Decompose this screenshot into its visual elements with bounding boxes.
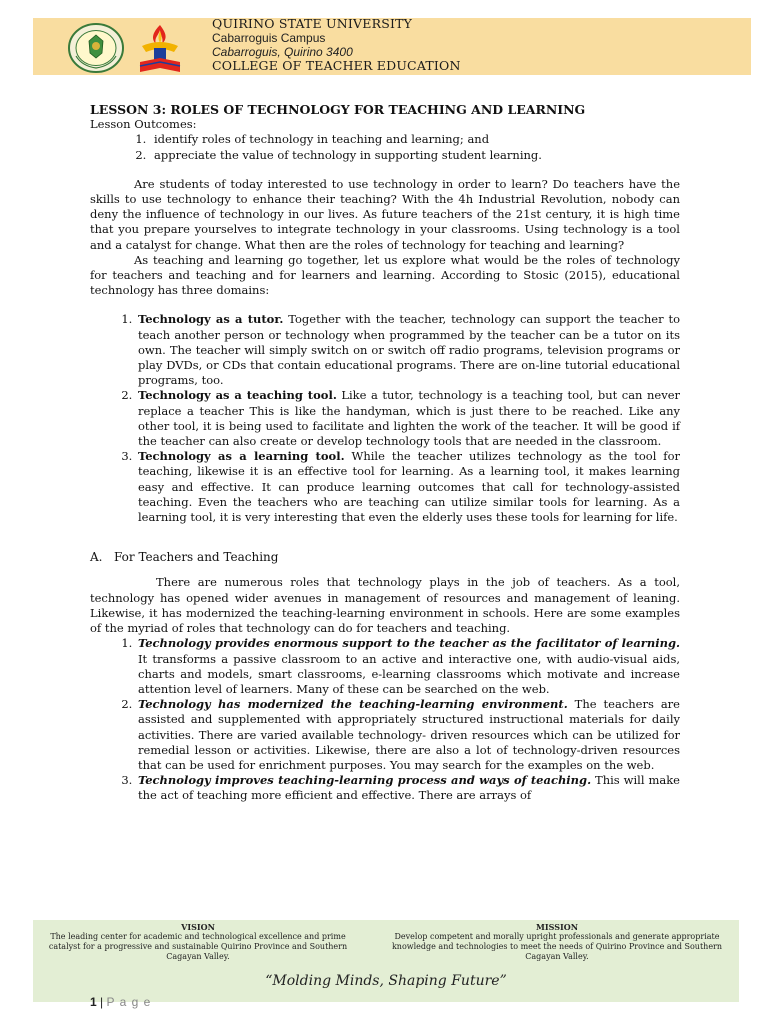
university-seal-logo xyxy=(62,22,130,74)
mission-text: Develop competent and morally upright professionals and generate appropriate knowledge and technologies to meet the needs of Quirino Province and Southern Cagayan Valley. xyxy=(391,932,723,961)
list-item xyxy=(136,697,680,773)
vision-text: The leading center for academic and technological excellence and prime catalyst for a progressive and sustainable Quirino Province and Southern Cagayan Valley. xyxy=(48,932,348,961)
technology-roles-list xyxy=(90,312,680,525)
page-number xyxy=(90,995,151,1009)
outcome-item: 2. appreciate the value of technology in supporting student learning. xyxy=(150,148,680,163)
role-label: Technology as a tutor. xyxy=(138,312,284,327)
role-label: Technology as a teaching tool. xyxy=(138,388,337,403)
lesson-title: LESSON 3: ROLES OF TECHNOLOGY FOR TEACHING AND LEARNING xyxy=(90,102,586,117)
mission-block xyxy=(379,922,735,962)
list-item xyxy=(136,312,680,388)
footer-banner xyxy=(33,920,739,1002)
role-label: Technology has modernized the teaching-learning environment. xyxy=(138,697,568,712)
vision-block xyxy=(39,922,357,962)
page-label: P a g e xyxy=(106,995,152,1009)
role-text: This will make the act of teaching more efficient and effective. There are arrays of xyxy=(138,773,680,803)
list-item xyxy=(136,388,680,449)
section-title: For Teachers and Teaching xyxy=(114,550,279,565)
role-text: While the teacher utilizes technology as the tool for teaching, likewise it is an effective tool for learning. As a learning tool, it makes learning easy and effective. It can produce learning outcomes that call for technology-assisted teaching. Even the teachers who are teaching can utilize similar tools for learning. As a learning tool, it is very interesting that even the elderly uses these tools for learning for life. xyxy=(138,449,680,525)
section-a-heading xyxy=(90,550,680,565)
college-name: COLLEGE OF TEACHER EDUCATION xyxy=(212,58,461,73)
outcome-item: 1. identify roles of technology in teaching and learning; and xyxy=(150,132,680,147)
role-text: Like a tutor, technology is a teaching tool, but can never replace a teacher This is like the handyman, which is just there to be reached. Like any other tool, it is being used to facilitate and lighten the work of the teacher. It will be good if the teacher can also create or develop technology tools that are needed in the classroom. xyxy=(138,388,680,449)
page-separator: | xyxy=(100,995,104,1009)
university-name: QUIRINO STATE UNIVERSITY xyxy=(212,16,413,31)
list-item xyxy=(136,636,680,697)
page-number-value: 1 xyxy=(90,995,97,1009)
outcomes-list xyxy=(90,132,680,162)
list-item xyxy=(136,773,680,803)
role-label: Technology as a learning tool. xyxy=(138,449,345,464)
campus-address: Cabarroguis, Quirino 3400 xyxy=(212,45,353,59)
intro-paragraph-2: As teaching and learning go together, let us explore what would be the roles of technology for teachers and teaching and for learners and learning. According to Stosic (2015), educational technology has three domains: xyxy=(90,252,680,298)
teaching-roles-list xyxy=(90,636,680,803)
campus-name: Cabarroguis Campus xyxy=(212,31,326,45)
section-a-intro: There are numerous roles that technology plays in the job of teachers. As a tool, technology has opened wider avenues in management of resources and management of leaning. Likewise, it has modernized the teaching-learning environment in schools. Here are some examples of the myriad of roles that technology can do for teachers and teaching. xyxy=(90,575,680,636)
motto: “Molding Minds, Shaping Future” xyxy=(265,973,507,989)
vision-title: VISION xyxy=(181,922,215,932)
intro-paragraph: Are students of today interested to use technology in order to learn? Do teachers have the skills to use technology to enhance their teaching? With the 4h Industrial Revolution, nobody can deny the influence of technology in our lives. As future teachers of the 21st century, it is high time that you prepare yourselves to integrate technology in your classrooms. Using technology is a tool and a catalyst for change. What then are the roles of technology for teaching and learning? xyxy=(90,176,680,252)
torch-logo xyxy=(134,22,186,76)
header-text xyxy=(212,17,461,73)
role-label: Technology improves teaching-learning process and ways of teaching. xyxy=(138,773,592,788)
role-text: It transforms a passive classroom to an active and interactive one, with audio-visual aids, charts and models, smart classrooms, e-learning classrooms which motivate and increase attention level of learners. Many of these can be searched on the web. xyxy=(138,651,680,696)
document-body xyxy=(90,100,680,804)
role-text: The teachers are assisted and supplemented with appropriately structured instructional materials for daily activities. There are varied available technology- driven resources which can be utilized for remedial lesson or activities. Likewise, there are also a lot of technology-driven resources that can be used for enrichment purposes. You may search for the examples on the web. xyxy=(138,697,680,772)
role-label: Technology provides enormous support to the teacher as the facilitator of learning. xyxy=(138,636,680,651)
role-text: Together with the teacher, technology can support the teacher to teach another person or technology when programmed by the teacher can be a tutor on its own. The teacher will simply switch on or switch off radio programs, television programs or play DVDs, or CDs that contain educational programs. There are on-line tutorial educational programs, too. xyxy=(138,312,680,388)
outcomes-label: Lesson Outcomes: xyxy=(90,117,197,132)
section-letter: A. xyxy=(90,550,103,565)
list-item xyxy=(136,449,680,525)
mission-title: MISSION xyxy=(536,922,578,932)
